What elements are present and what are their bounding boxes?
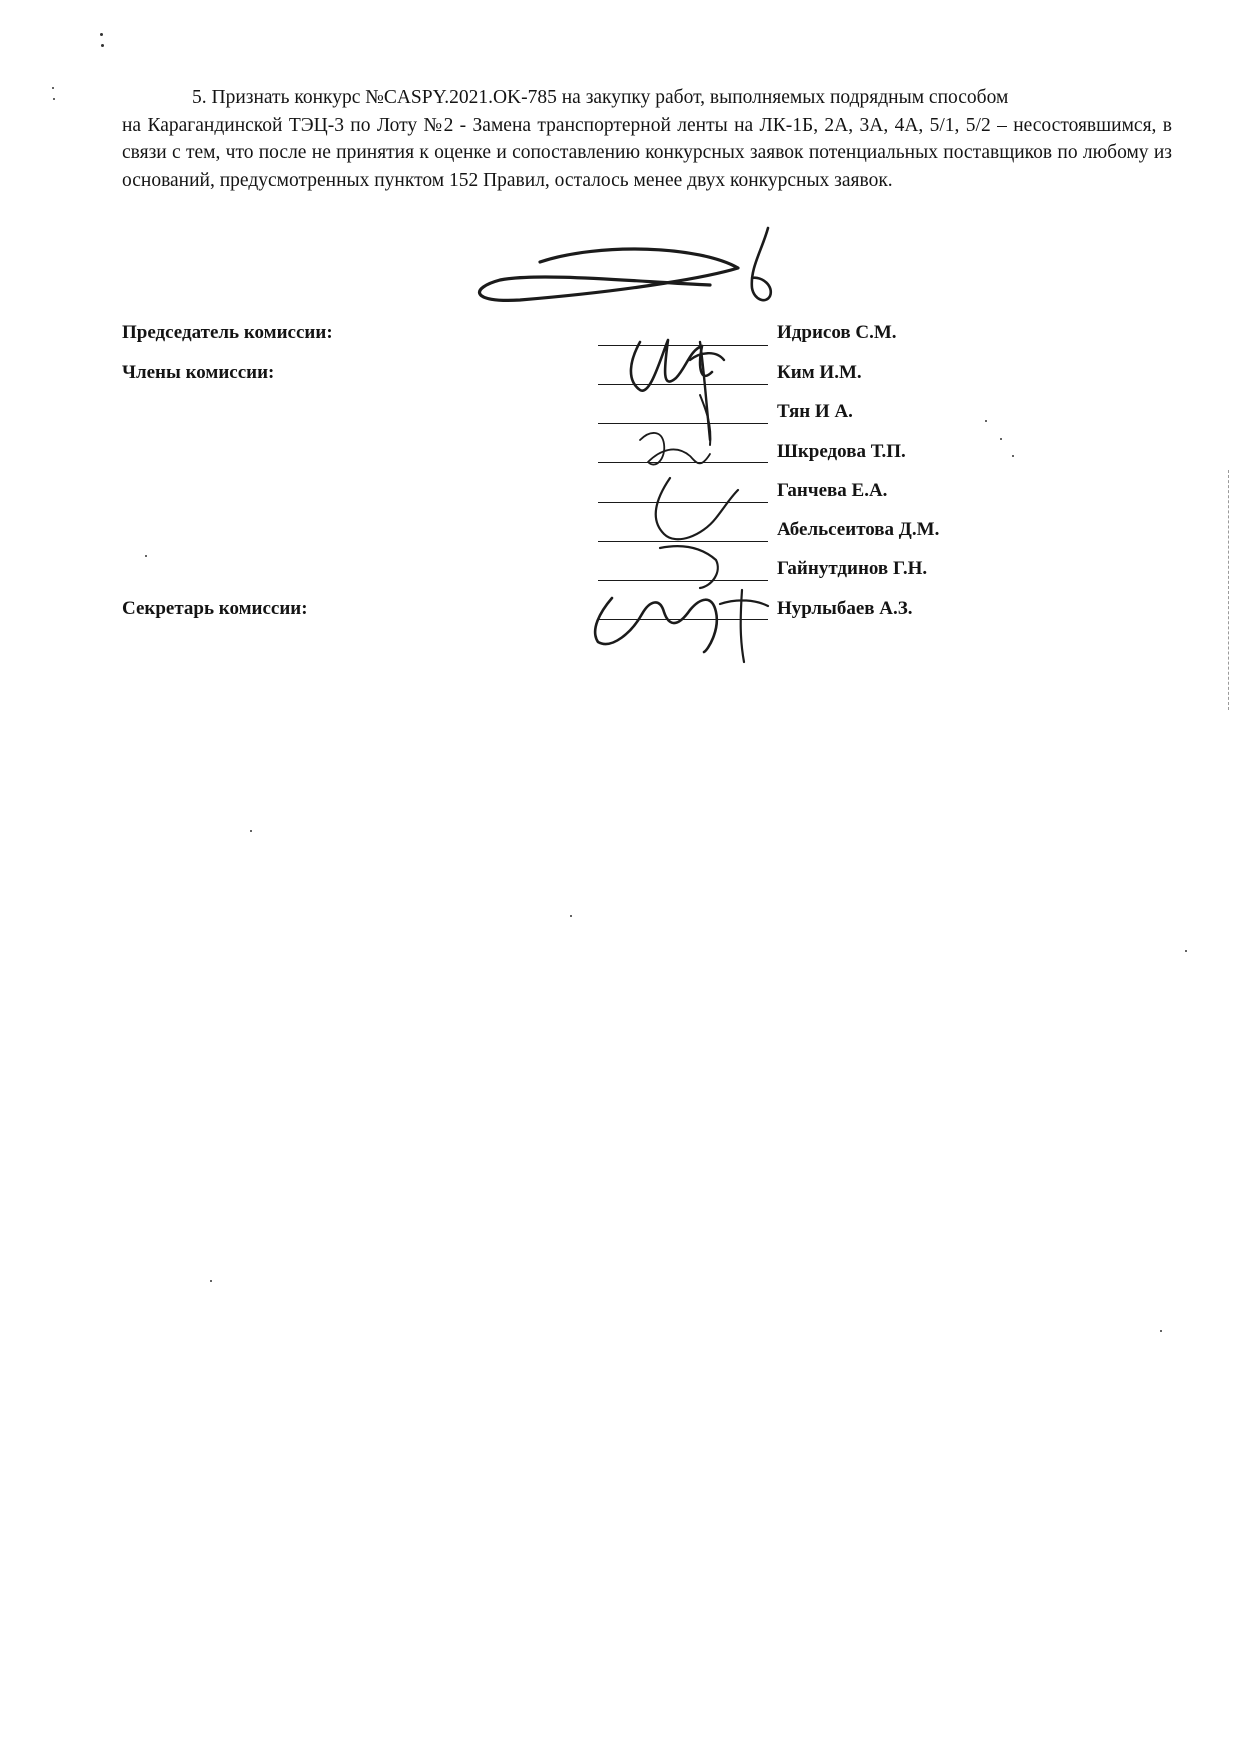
signature-nurlybaev-tail [720, 590, 768, 662]
scan-speck [1000, 438, 1002, 440]
scan-speck [1185, 950, 1187, 952]
paragraph-text-first-line: Признать конкурс №CASPY.2021.OK-785 на закупку работ, выполняемых подрядным способом [211, 87, 1009, 108]
scan-speck [52, 87, 54, 89]
scan-speck [1012, 455, 1014, 457]
member-name-7: Гайнутдинов Г.Н. [777, 558, 928, 579]
member-name-3: Тян И А. [777, 401, 853, 422]
paragraph-number: 5. [192, 87, 207, 108]
member-name-2: Ким И.М. [777, 362, 862, 383]
scan-speck [101, 44, 104, 47]
signature-tyan [700, 395, 710, 445]
signature-line-1 [598, 345, 768, 346]
paragraph-text-body: на Карагандинской ТЭЦ-3 по Лоту №2 - Замена транспортерной ленты на ЛК-1Б, 2А, 3А, 4А, 5/1, 5/2 – несостоявшимся, в связи с тем, что после не принятия к оценке и сопоставлению конкурсных заявок потенциальных поставщиков по любому из оснований, предусмотренных пунктом 152 Правил, осталось менее двух конкурсных заявок. [122, 114, 1172, 191]
members-label: Члены комиссии: [122, 362, 275, 383]
resolution-paragraph [122, 84, 1172, 194]
signature-line-7 [598, 580, 768, 581]
signature-line-8 [598, 619, 768, 620]
scan-speck [1160, 1330, 1162, 1332]
scan-speck [145, 555, 147, 557]
scan-speck [100, 33, 103, 36]
scan-edge-mark [1228, 470, 1229, 710]
signature-shkredova [640, 433, 710, 465]
member-name-1: Идрисов С.М. [777, 322, 897, 343]
signature-kim [690, 342, 724, 440]
secretary-label: Секретарь комиссии: [122, 598, 308, 619]
signature-gancheva [656, 478, 738, 539]
member-name-6: Абельсеитова Д.М. [777, 519, 940, 540]
chairman-label: Председатель комиссии: [122, 322, 333, 343]
signature-line-6 [598, 541, 768, 542]
signature-line-5 [598, 502, 768, 503]
member-name-5: Ганчева Е.А. [777, 480, 888, 501]
scan-speck [570, 915, 572, 917]
member-name-8: Нурлыбаев А.З. [777, 598, 913, 619]
scan-speck [53, 98, 55, 100]
signature-line-3 [598, 423, 768, 424]
signature-line-4 [598, 462, 768, 463]
signature-abelseitova [660, 546, 718, 588]
signature-line-2 [598, 384, 768, 385]
member-name-4: Шкредова Т.П. [777, 441, 906, 462]
signature-flourish-top-tail [752, 228, 771, 300]
signature-flourish-top [480, 249, 738, 300]
signature-nurlybaev [595, 598, 717, 652]
scan-speck [210, 1280, 212, 1282]
scan-speck [985, 420, 987, 422]
scan-speck [250, 830, 252, 832]
